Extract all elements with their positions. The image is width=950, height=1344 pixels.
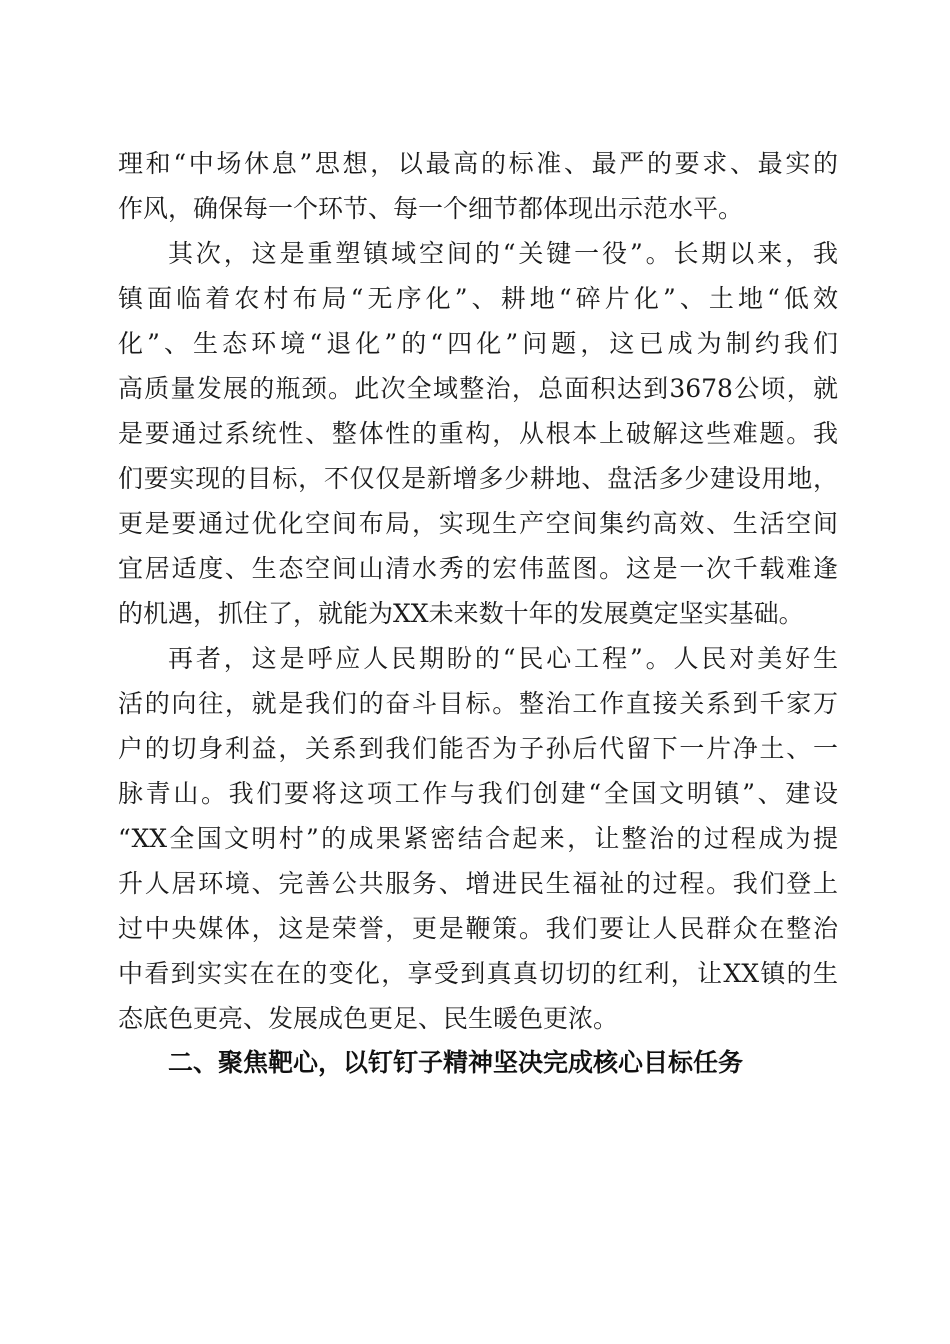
- paragraph-line: 作风，确保每一个环节、每一个细节都体现出示范水平。: [118, 194, 744, 223]
- paragraph-line: 高质量发展的瓶颈。此次全域整治，总面积达到3678公顷，就: [118, 374, 838, 403]
- paragraph-line: 其次，这是重塑镇域空间的“关键一役”。长期以来，我: [168, 239, 838, 268]
- paragraph-line: 过中央媒体，这是荣誉，更是鞭策。我们要让人民群众在整治: [118, 914, 838, 943]
- paragraph-line: 态底色更亮、发展成色更足、民生暖色更浓。: [118, 1004, 619, 1033]
- paragraph-line: 理和“中场休息”思想，以最高的标准、最严的要求、最实的: [118, 149, 838, 178]
- paragraph-line: 镇面临着农村布局“无序化”、耕地“碎片化”、土地“低效: [118, 284, 838, 313]
- paragraph-line: 化”、生态环境“退化”的“四化”问题，这已成为制约我们: [118, 329, 838, 358]
- paragraph-line: 的机遇，抓住了，就能为XX未来数十年的发展奠定坚实基础。: [118, 599, 804, 628]
- paragraph-line: 中看到实实在在的变化，享受到真真切切的红利，让XX镇的生: [118, 959, 838, 988]
- paragraph-line: “XX全国文明村”的成果紧密结合起来，让整治的过程成为提: [118, 824, 838, 853]
- paragraph-line: 脉青山。我们要将这项工作与我们创建“全国文明镇”、建设: [118, 779, 838, 808]
- paragraph-line: 再者，这是呼应人民期盼的“民心工程”。人民对美好生: [168, 644, 838, 673]
- paragraph-line: 户的切身利益，关系到我们能否为子孙后代留下一片净土、一: [118, 734, 838, 763]
- paragraph-line: 们要实现的目标，不仅仅是新增多少耕地、盘活多少建设用地，: [118, 464, 838, 493]
- paragraph-line: 宜居适度、生态空间山清水秀的宏伟蓝图。这是一次千载难逢: [118, 554, 838, 583]
- paragraph-line: 升人居环境、完善公共服务、增进民生福祉的过程。我们登上: [118, 869, 838, 898]
- paragraph-line: 活的向往，就是我们的奋斗目标。整治工作直接关系到千家万: [118, 689, 838, 718]
- section-heading: 二、聚焦靶心，以钉钉子精神坚决完成核心目标任务: [168, 1048, 744, 1077]
- paragraph-line: 更是要通过优化空间布局，实现生产空间集约高效、生活空间: [118, 509, 838, 538]
- paragraph-line: 是要通过系统性、整体性的重构，从根本上破解这些难题。我: [118, 419, 838, 448]
